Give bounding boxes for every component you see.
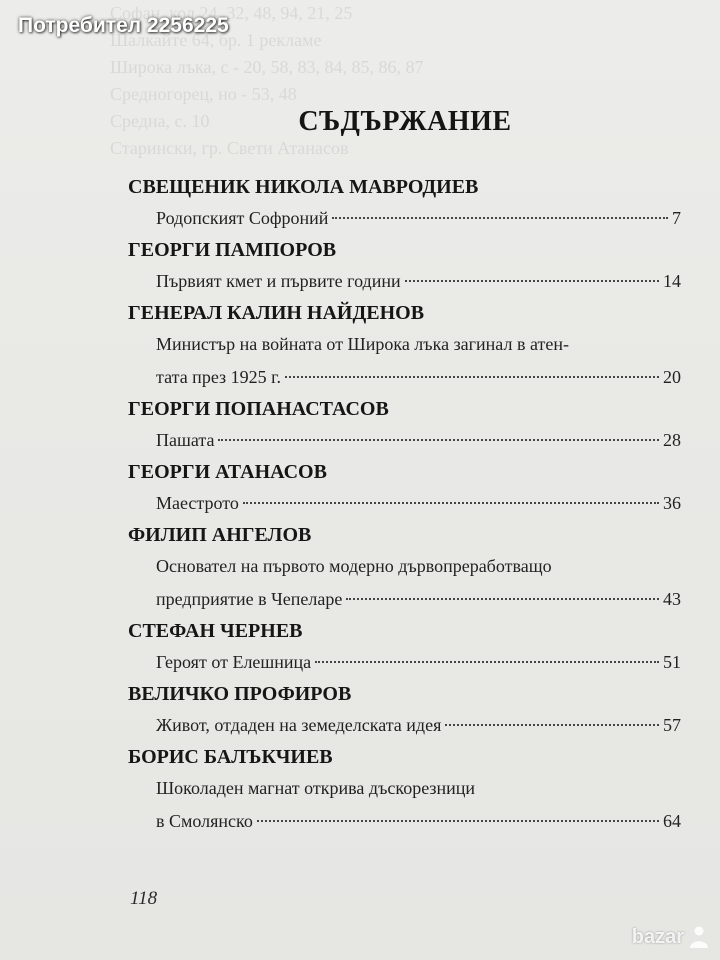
toc-item-line bbox=[156, 424, 681, 457]
toc-item bbox=[156, 487, 681, 520]
toc-author: ГЕОРГИ АТАНАСОВ bbox=[128, 461, 327, 483]
dot-leader bbox=[405, 279, 659, 282]
toc-page-number: 51 bbox=[663, 652, 681, 672]
toc-item-line bbox=[156, 646, 681, 679]
toc-author: СВЕЩЕНИК НИКОЛА МАВРОДИЕВ bbox=[128, 176, 479, 198]
toc-item-title: Пашата bbox=[156, 430, 215, 450]
toc-page-number: 7 bbox=[672, 208, 681, 228]
page-title: СЪДЪРЖАНИЕ bbox=[298, 106, 512, 137]
toc-item-line bbox=[156, 709, 681, 742]
dot-leader bbox=[218, 438, 659, 441]
dot-leader bbox=[257, 819, 659, 822]
toc-item-title: Маестрото bbox=[156, 493, 239, 513]
ghost-line: Средна, с. 10 bbox=[110, 111, 210, 131]
toc-item-title: Родопският Софроний bbox=[156, 208, 329, 228]
toc-item bbox=[156, 265, 681, 298]
toc-item bbox=[156, 328, 681, 394]
toc-page-number: 64 bbox=[663, 811, 681, 831]
ghost-line: Широка лъка, с - 20, 58, 83, 84, 85, 86, 87 bbox=[110, 57, 424, 77]
dot-leader bbox=[332, 216, 668, 219]
toc-author: БОРИС БАЛЪКЧИЕВ bbox=[128, 746, 333, 768]
toc-page-number: 20 bbox=[663, 367, 681, 387]
toc-author: СТЕФАН ЧЕРНЕВ bbox=[128, 620, 303, 642]
table-of-contents bbox=[128, 172, 680, 838]
logo-text: bazar bbox=[631, 925, 684, 948]
toc-item-title: тата през 1925 г. bbox=[156, 367, 281, 387]
toc-item-line bbox=[156, 583, 681, 616]
toc-item bbox=[156, 772, 681, 838]
dot-leader bbox=[315, 660, 659, 663]
toc-page-number: 28 bbox=[663, 430, 681, 450]
toc-item-title: Министър на войната от Широка лъка загинал в атен- bbox=[156, 334, 569, 354]
toc-item-line bbox=[156, 265, 681, 298]
user-label: Потребител 2256225 bbox=[18, 14, 229, 37]
toc-item-title: Живот, отдаден на земеделската идея bbox=[156, 715, 442, 735]
toc-item-title: Героят от Елешница bbox=[156, 652, 312, 672]
person-icon bbox=[686, 924, 712, 950]
toc-page-number: 57 bbox=[663, 715, 681, 735]
toc-item-title: Основател на първото модерно дървопреработващо bbox=[156, 556, 552, 576]
toc-page-number: 36 bbox=[663, 493, 681, 513]
dot-leader bbox=[243, 501, 659, 504]
ghost-line: Средногорец, но - 53, 48 bbox=[110, 84, 297, 104]
toc-item bbox=[156, 709, 681, 742]
toc-item bbox=[156, 202, 681, 235]
toc-author: ГЕОРГИ ПОПАНАСТАСОВ bbox=[128, 398, 389, 420]
ghost-line: Софан, кол 24, 32, 48, 94, 21, 25 bbox=[110, 3, 353, 23]
toc-item bbox=[156, 550, 681, 616]
toc-item bbox=[156, 646, 681, 679]
toc-author: ГЕОРГИ ПАМПОРОВ bbox=[128, 239, 337, 261]
dot-leader bbox=[285, 375, 659, 378]
ghost-line: Шалкайте 64, бр. 1 рекламе bbox=[110, 30, 322, 50]
toc-item-title: предприятие в Чепеларе bbox=[156, 589, 343, 609]
toc-author: ВЕЛИЧКО ПРОФИРОВ bbox=[128, 683, 352, 705]
toc-author: ФИЛИП АНГЕЛОВ bbox=[128, 524, 312, 546]
dot-leader bbox=[346, 597, 659, 600]
toc-item-title: в Смолянско bbox=[156, 811, 253, 831]
toc-item bbox=[156, 424, 681, 457]
toc-page-number: 14 bbox=[663, 271, 681, 291]
user-watermark bbox=[0, 14, 229, 38]
ghost-line: Старински, гр. Свети Атанасов bbox=[110, 138, 349, 158]
dot-leader bbox=[445, 723, 659, 726]
toc-author: ГЕНЕРАЛ КАЛИН НАЙДЕНОВ bbox=[128, 302, 425, 324]
toc-page-number: 43 bbox=[663, 589, 681, 609]
toc-item-line bbox=[156, 361, 681, 394]
toc-item-line bbox=[156, 487, 681, 520]
toc-item-line bbox=[156, 805, 681, 838]
bazar-logo bbox=[632, 924, 712, 950]
toc-item-title: Първият кмет и първите години bbox=[156, 271, 401, 291]
toc-item-line bbox=[156, 202, 681, 235]
toc-item-title: Шоколаден магнат открива дъскорезници bbox=[156, 778, 476, 798]
page-number: 118 bbox=[130, 888, 158, 909]
